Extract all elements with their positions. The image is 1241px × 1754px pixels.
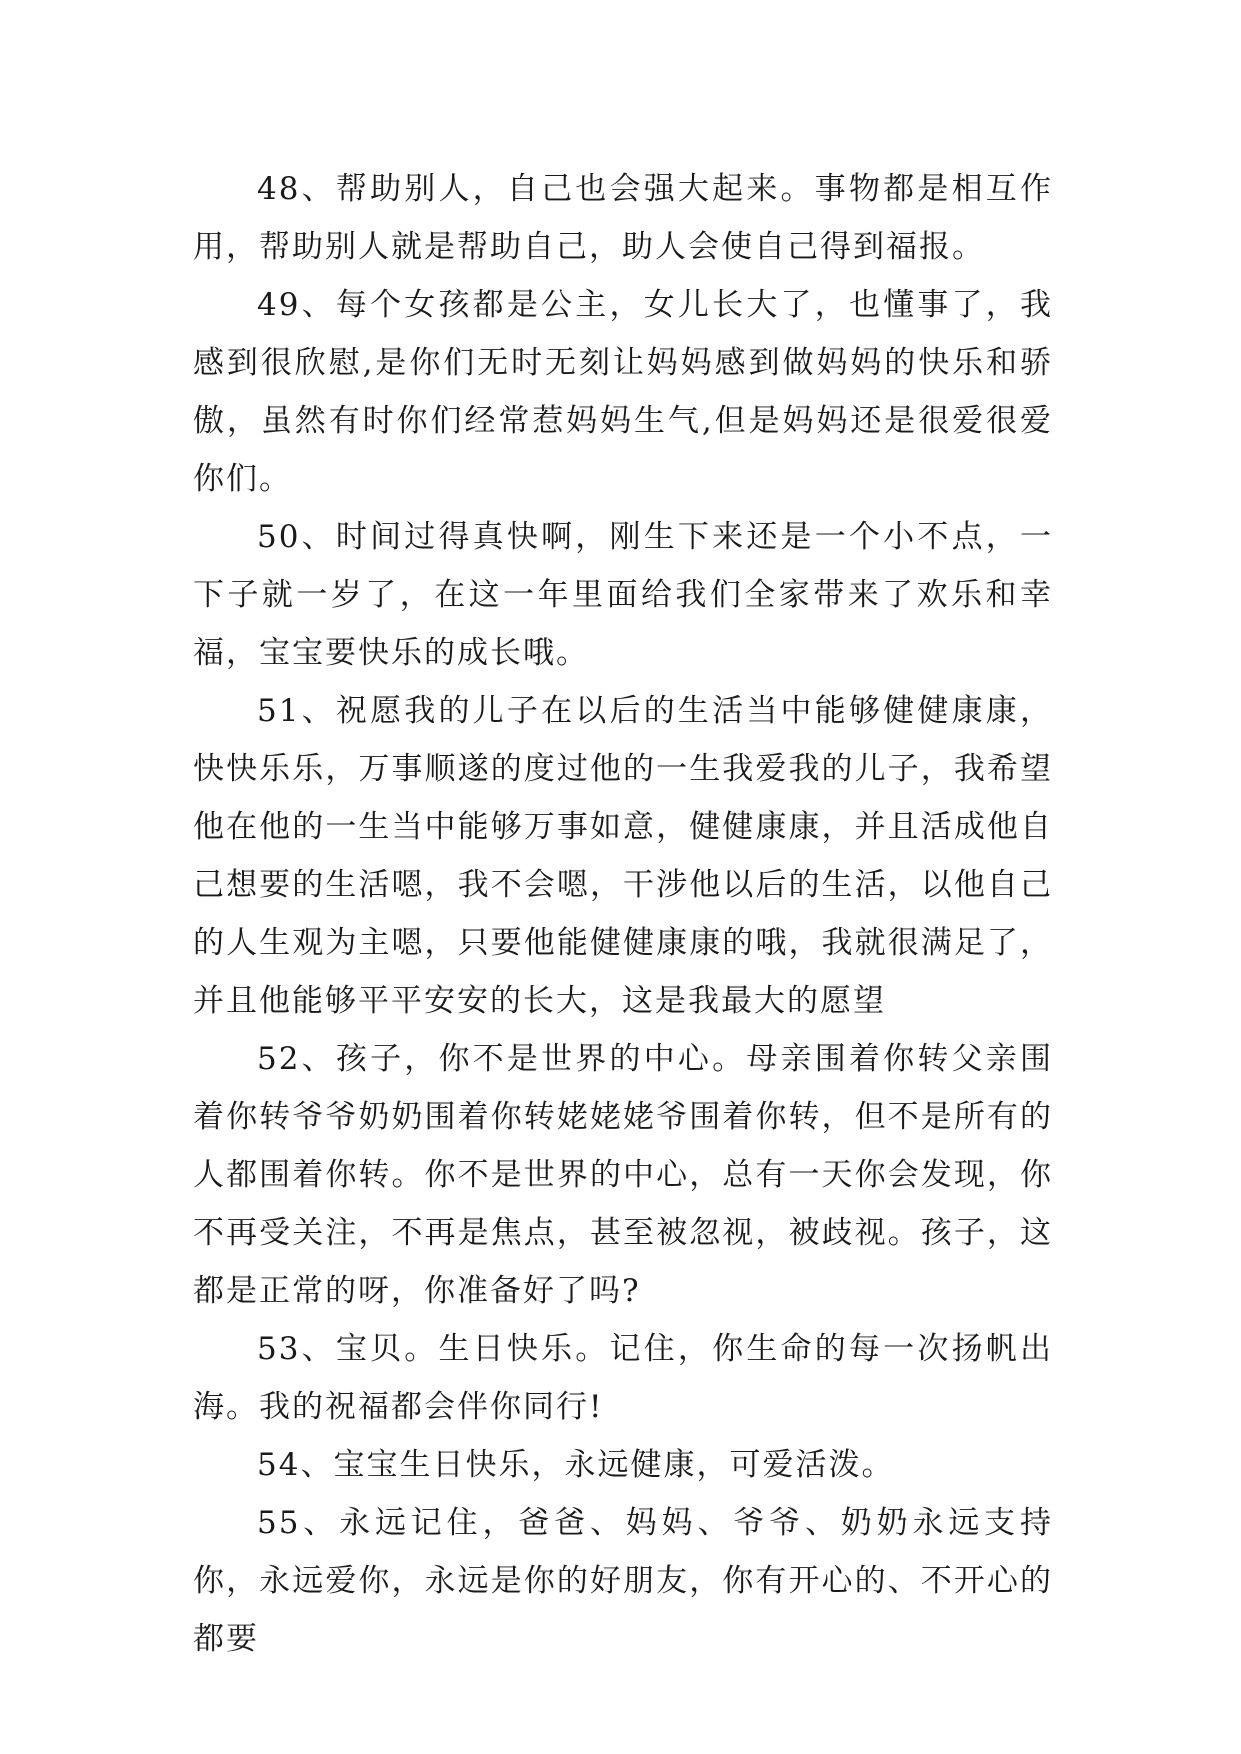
paragraph-51: 51、祝愿我的儿子在以后的生活当中能够健健康康，快快乐乐，万事顺遂的度过他的一生我爱我的儿子，我希望他在他的一生当中能够万事如意，健健康康，并且活成他自己想要的生活嗯，我不会嗯，干涉他以后的生活，以他自己的人生观为主嗯，只要他能健健康康的哦，我就很满足了，并且他能够平平安安的长大，这是我最大的愿望 [193, 693, 1053, 1019]
document-body [193, 160, 1053, 1668]
paragraph-53: 53、宝贝。生日快乐。记住，你生命的每一次扬帆出海。我的祝福都会伴你同行! [193, 1331, 1053, 1425]
paragraph-54: 54、宝宝生日快乐，永远健康，可爱活泼。 [257, 1447, 895, 1483]
paragraph-55: 55、永远记住，爸爸、妈妈、爷爷、奶奶永远支持你，永远爱你，永远是你的好朋友，你有开心的、不开心的都要 [193, 1505, 1053, 1657]
paragraph-50: 50、时间过得真快啊，刚生下来还是一个小不点，一下子就一岁了，在这一年里面给我们全家带来了欢乐和幸福，宝宝要快乐的成长哦。 [193, 519, 1053, 671]
paragraph-49: 49、每个女孩都是公主，女儿长大了，也懂事了，我感到很欣慰,是你们无时无刻让妈妈感到做妈妈的快乐和骄傲，虽然有时你们经常惹妈妈生气,但是妈妈还是很爱很爱你们。 [193, 287, 1053, 497]
paragraph-52: 52、孩子，你不是世界的中心。母亲围着你转父亲围着你转爷爷奶奶围着你转姥姥姥爷围着你转，但不是所有的人都围着你转。你不是世界的中心，总有一天你会发现，你不再受关注，不再是焦点，甚至被忽视，被歧视。孩子，这都是正常的呀，你准备好了吗? [193, 1041, 1053, 1309]
paragraph-48: 48、帮助别人，自己也会强大起来。事物都是相互作用，帮助别人就是帮助自己，助人会使自己得到福报。 [193, 171, 1053, 265]
